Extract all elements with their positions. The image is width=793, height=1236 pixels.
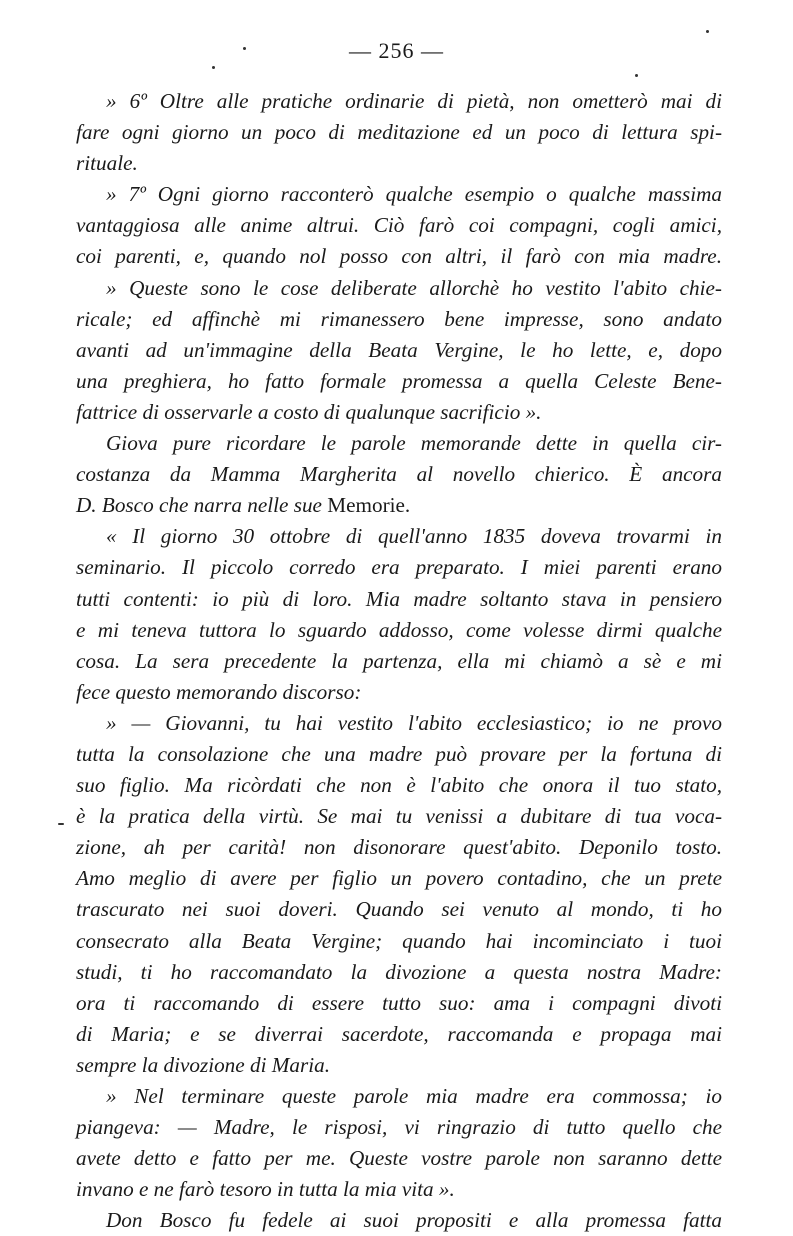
text-line-content: tutti contenti: io più di loro. Mia madre soltanto stava in pensiero xyxy=(76,586,722,611)
text-line-content: sempre la divozione di Maria. xyxy=(76,1052,331,1077)
text-line xyxy=(76,335,722,366)
text-line-content: » 7º Ogni giorno racconterò qualche esempio o qualche massima xyxy=(106,182,722,207)
text-line xyxy=(76,1081,722,1112)
text-line-content: suo figlio. Ma ricòrdati che non è l'abito che onora il tuo stato, xyxy=(76,773,722,798)
text-line xyxy=(76,988,722,1019)
text-line-content: ricale; ed affinchè mi rimanessero bene impresse, sono andato xyxy=(76,306,722,331)
text-line xyxy=(76,397,722,428)
text-line-content: Don Bosco fu fedele ai suoi propositi e alla promessa fatta xyxy=(106,1208,722,1233)
text-line xyxy=(76,117,722,148)
text-line-content: « Il giorno 30 ottobre di quell'anno 1835 doveva trovarmi in xyxy=(106,524,722,549)
text-line-content: consecrato alla Beata Vergine; quando hai incominciato i tuoi xyxy=(76,928,722,953)
text-line xyxy=(76,521,722,552)
print-speck xyxy=(243,47,246,50)
text-line xyxy=(76,739,722,770)
text-line xyxy=(76,304,722,335)
text-line xyxy=(76,1050,722,1081)
text-line-content: avete detto e fatto per me. Queste vostre parole non saranno dette xyxy=(76,1146,722,1171)
text-line-content: ora ti raccomando di essere tutto suo: ama i compagni divoti xyxy=(76,990,722,1015)
text-line-content: cosa. La sera precedente la partenza, ella mi chiamò a sè e mi xyxy=(76,648,722,673)
text-line-content: avanti ad un'immagine della Beata Vergine, le ho lette, e, dopo xyxy=(76,337,722,362)
text-line xyxy=(76,148,722,179)
text-line xyxy=(76,179,722,210)
text-line xyxy=(76,708,722,739)
text-line-content: Giova pure ricordare le parole memorande dette in quella cir- xyxy=(106,431,722,456)
text-line xyxy=(76,832,722,863)
text-line-content: piangeva: — Madre, le risposi, vi ringrazio di tutto quello che xyxy=(76,1115,722,1140)
text-line xyxy=(76,428,722,459)
text-line xyxy=(76,1174,722,1205)
text-line xyxy=(76,677,722,708)
text-line-content: una preghiera, ho fatto formale promessa a quella Celeste Bene- xyxy=(76,368,722,393)
text-line-roman-word: Memorie. xyxy=(327,493,411,518)
text-line-content: rituale. xyxy=(76,151,138,176)
text-line-content: costanza da Mamma Margherita al novello chierico. È ancora xyxy=(76,462,722,487)
text-line xyxy=(76,801,722,832)
text-line-content: seminario. Il piccolo corredo era preparato. I miei parenti erano xyxy=(76,555,722,580)
text-line-content: trascurato nei suoi doveri. Quando sei venuto al mondo, ti ho xyxy=(76,897,722,922)
text-line xyxy=(76,366,722,397)
print-speck xyxy=(706,30,709,33)
text-line-content: di Maria; e se diverrai sacerdote, raccomanda e propaga mai xyxy=(76,1021,722,1046)
text-line xyxy=(76,490,722,521)
text-line-content: fattrice di osservarle a costo di qualunque sacrificio ». xyxy=(76,399,542,424)
text-line xyxy=(76,863,722,894)
text-line xyxy=(76,1205,722,1236)
text-line xyxy=(76,1112,722,1143)
text-line xyxy=(76,552,722,583)
text-line-content: fece questo memorando discorso: xyxy=(76,679,362,704)
text-line xyxy=(76,615,722,646)
text-line xyxy=(76,584,722,615)
text-line-content: tutta la consolazione che una madre può provare per la fortuna di xyxy=(76,741,722,766)
text-line-content: D. Bosco che narra nelle sue xyxy=(76,493,328,518)
text-line-content: fare ogni giorno un poco di meditazione ed un poco di lettura spi- xyxy=(76,120,722,145)
print-speck xyxy=(212,66,215,69)
text-line-content: » — Giovanni, tu hai vestito l'abito ecclesiastico; io ne provo xyxy=(106,710,722,735)
page-number: — 256 — xyxy=(349,38,444,63)
text-line xyxy=(76,894,722,925)
text-line-content: » 6º Oltre alle pratiche ordinarie di pietà, non ometterò mai di xyxy=(106,89,722,113)
text-line xyxy=(76,210,722,241)
text-line xyxy=(76,273,722,304)
text-line-content: è la pratica della virtù. Se mai tu venissi a dubitare di tua voca- xyxy=(76,804,722,829)
text-line-content: invano e ne farò tesoro in tutta la mia vita ». xyxy=(76,1177,455,1202)
text-line xyxy=(76,1019,722,1050)
text-line xyxy=(76,86,722,117)
text-line xyxy=(76,770,722,801)
text-line xyxy=(76,646,722,677)
text-line xyxy=(76,459,722,490)
print-speck xyxy=(635,74,638,77)
text-line xyxy=(76,957,722,988)
text-line-content: » Nel terminare queste parole mia madre era commossa; io xyxy=(106,1084,722,1108)
text-line-content: » Queste sono le cose deliberate allorchè ho vestito l'abito chie- xyxy=(106,275,722,300)
text-line-content: coi parenti, e, quando nol posso con altri, il farò con mia madre. xyxy=(76,244,722,269)
text-line-content: vantaggiosa alle anime altrui. Ciò farò coi compagni, cogli amici, xyxy=(76,213,722,238)
body-text xyxy=(76,86,722,1236)
text-line xyxy=(76,926,722,957)
text-line-content: studi, ti ho raccomandato la divozione a questa nostra Madre: xyxy=(76,959,722,984)
text-line-content: e mi teneva tuttora lo sguardo addosso, come volesse dirmi qualche xyxy=(76,617,722,642)
text-line xyxy=(76,1143,722,1174)
text-line-content: zione, ah per carità! non disonorare quest'abito. Deponilo tosto. xyxy=(76,835,722,860)
text-line-content: Amo meglio di avere per figlio un povero contadino, che un prete xyxy=(76,866,722,891)
margin-mark xyxy=(58,823,64,825)
text-line xyxy=(76,241,722,272)
